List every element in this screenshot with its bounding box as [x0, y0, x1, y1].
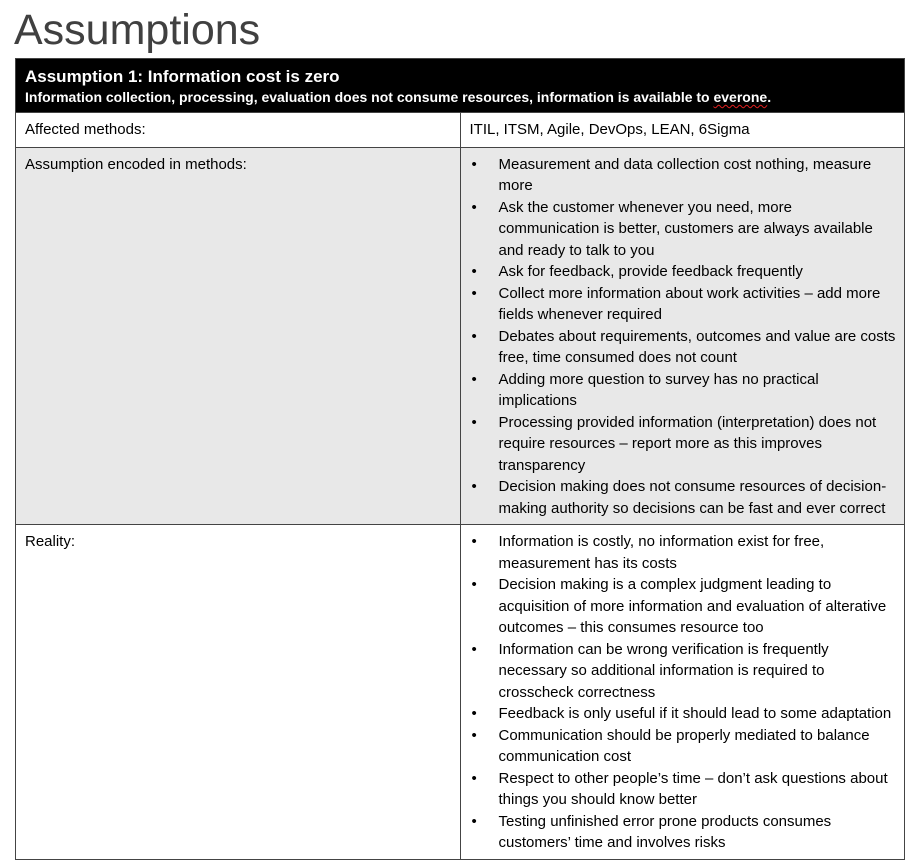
affected-value: ITIL, ITSM, Agile, DevOps, LEAN, 6Sigma	[460, 113, 905, 148]
subtitle-end: .	[767, 89, 772, 105]
reality-content	[460, 525, 905, 860]
reality-row	[16, 525, 905, 860]
affected-row	[16, 113, 905, 148]
encoded-list	[470, 154, 897, 520]
list-item: • Measurement and data collection cost nothing, measure more	[470, 154, 897, 197]
list-item: • Information can be wrong verification is frequently necessary so additional information is required to crosscheck correctness	[470, 639, 897, 704]
reality-list	[470, 531, 897, 854]
list-item: • Feedback is only useful if it should lead to some adaptation	[470, 703, 897, 725]
list-item: • Respect to other people’s time – don’t ask questions about things you should know better	[470, 768, 897, 811]
list-item: • Decision making is a complex judgment leading to acquisition of more information and evaluation of alterative outcomes – this consumes resource too	[470, 574, 897, 639]
assumption-subtitle	[25, 88, 895, 107]
header-cell	[16, 59, 905, 113]
assumption-table	[15, 58, 905, 860]
encoded-label: Assumption encoded in methods:	[16, 147, 461, 525]
encoded-row	[16, 147, 905, 525]
list-item: • Decision making does not consume resources of decision-making authority so decisions can be fast and ever correct	[470, 476, 897, 519]
list-item: • Information is costly, no information exist for free, measurement has its costs	[470, 531, 897, 574]
list-item: • Collect more information about work activities – add more fields whenever required	[470, 283, 897, 326]
subtitle-text: Information collection, processing, evaluation does not consume resources, information is available to	[25, 89, 714, 105]
list-item: • Testing unfinished error prone products consumes customers’ time and involves risks	[470, 811, 897, 854]
list-item: • Processing provided information (interpretation) does not require resources – report more as this improves transparency	[470, 412, 897, 477]
list-item: • Ask for feedback, provide feedback frequently	[470, 261, 897, 283]
list-item: • Debates about requirements, outcomes and value are costs free, time consumed does not count	[470, 326, 897, 369]
affected-label: Affected methods:	[16, 113, 461, 148]
encoded-content	[460, 147, 905, 525]
misspelled-word: everone	[713, 89, 768, 105]
header-row	[16, 59, 905, 113]
list-item: • Communication should be properly mediated to balance communication cost	[470, 725, 897, 768]
assumption-title: Assumption 1: Information cost is zero	[25, 67, 340, 86]
list-item: • Adding more question to survey has no practical implications	[470, 369, 897, 412]
slide-title: Assumptions	[14, 6, 261, 54]
reality-label: Reality:	[16, 525, 461, 860]
list-item: • Ask the customer whenever you need, more communication is better, customers are always available and ready to talk to you	[470, 197, 897, 262]
